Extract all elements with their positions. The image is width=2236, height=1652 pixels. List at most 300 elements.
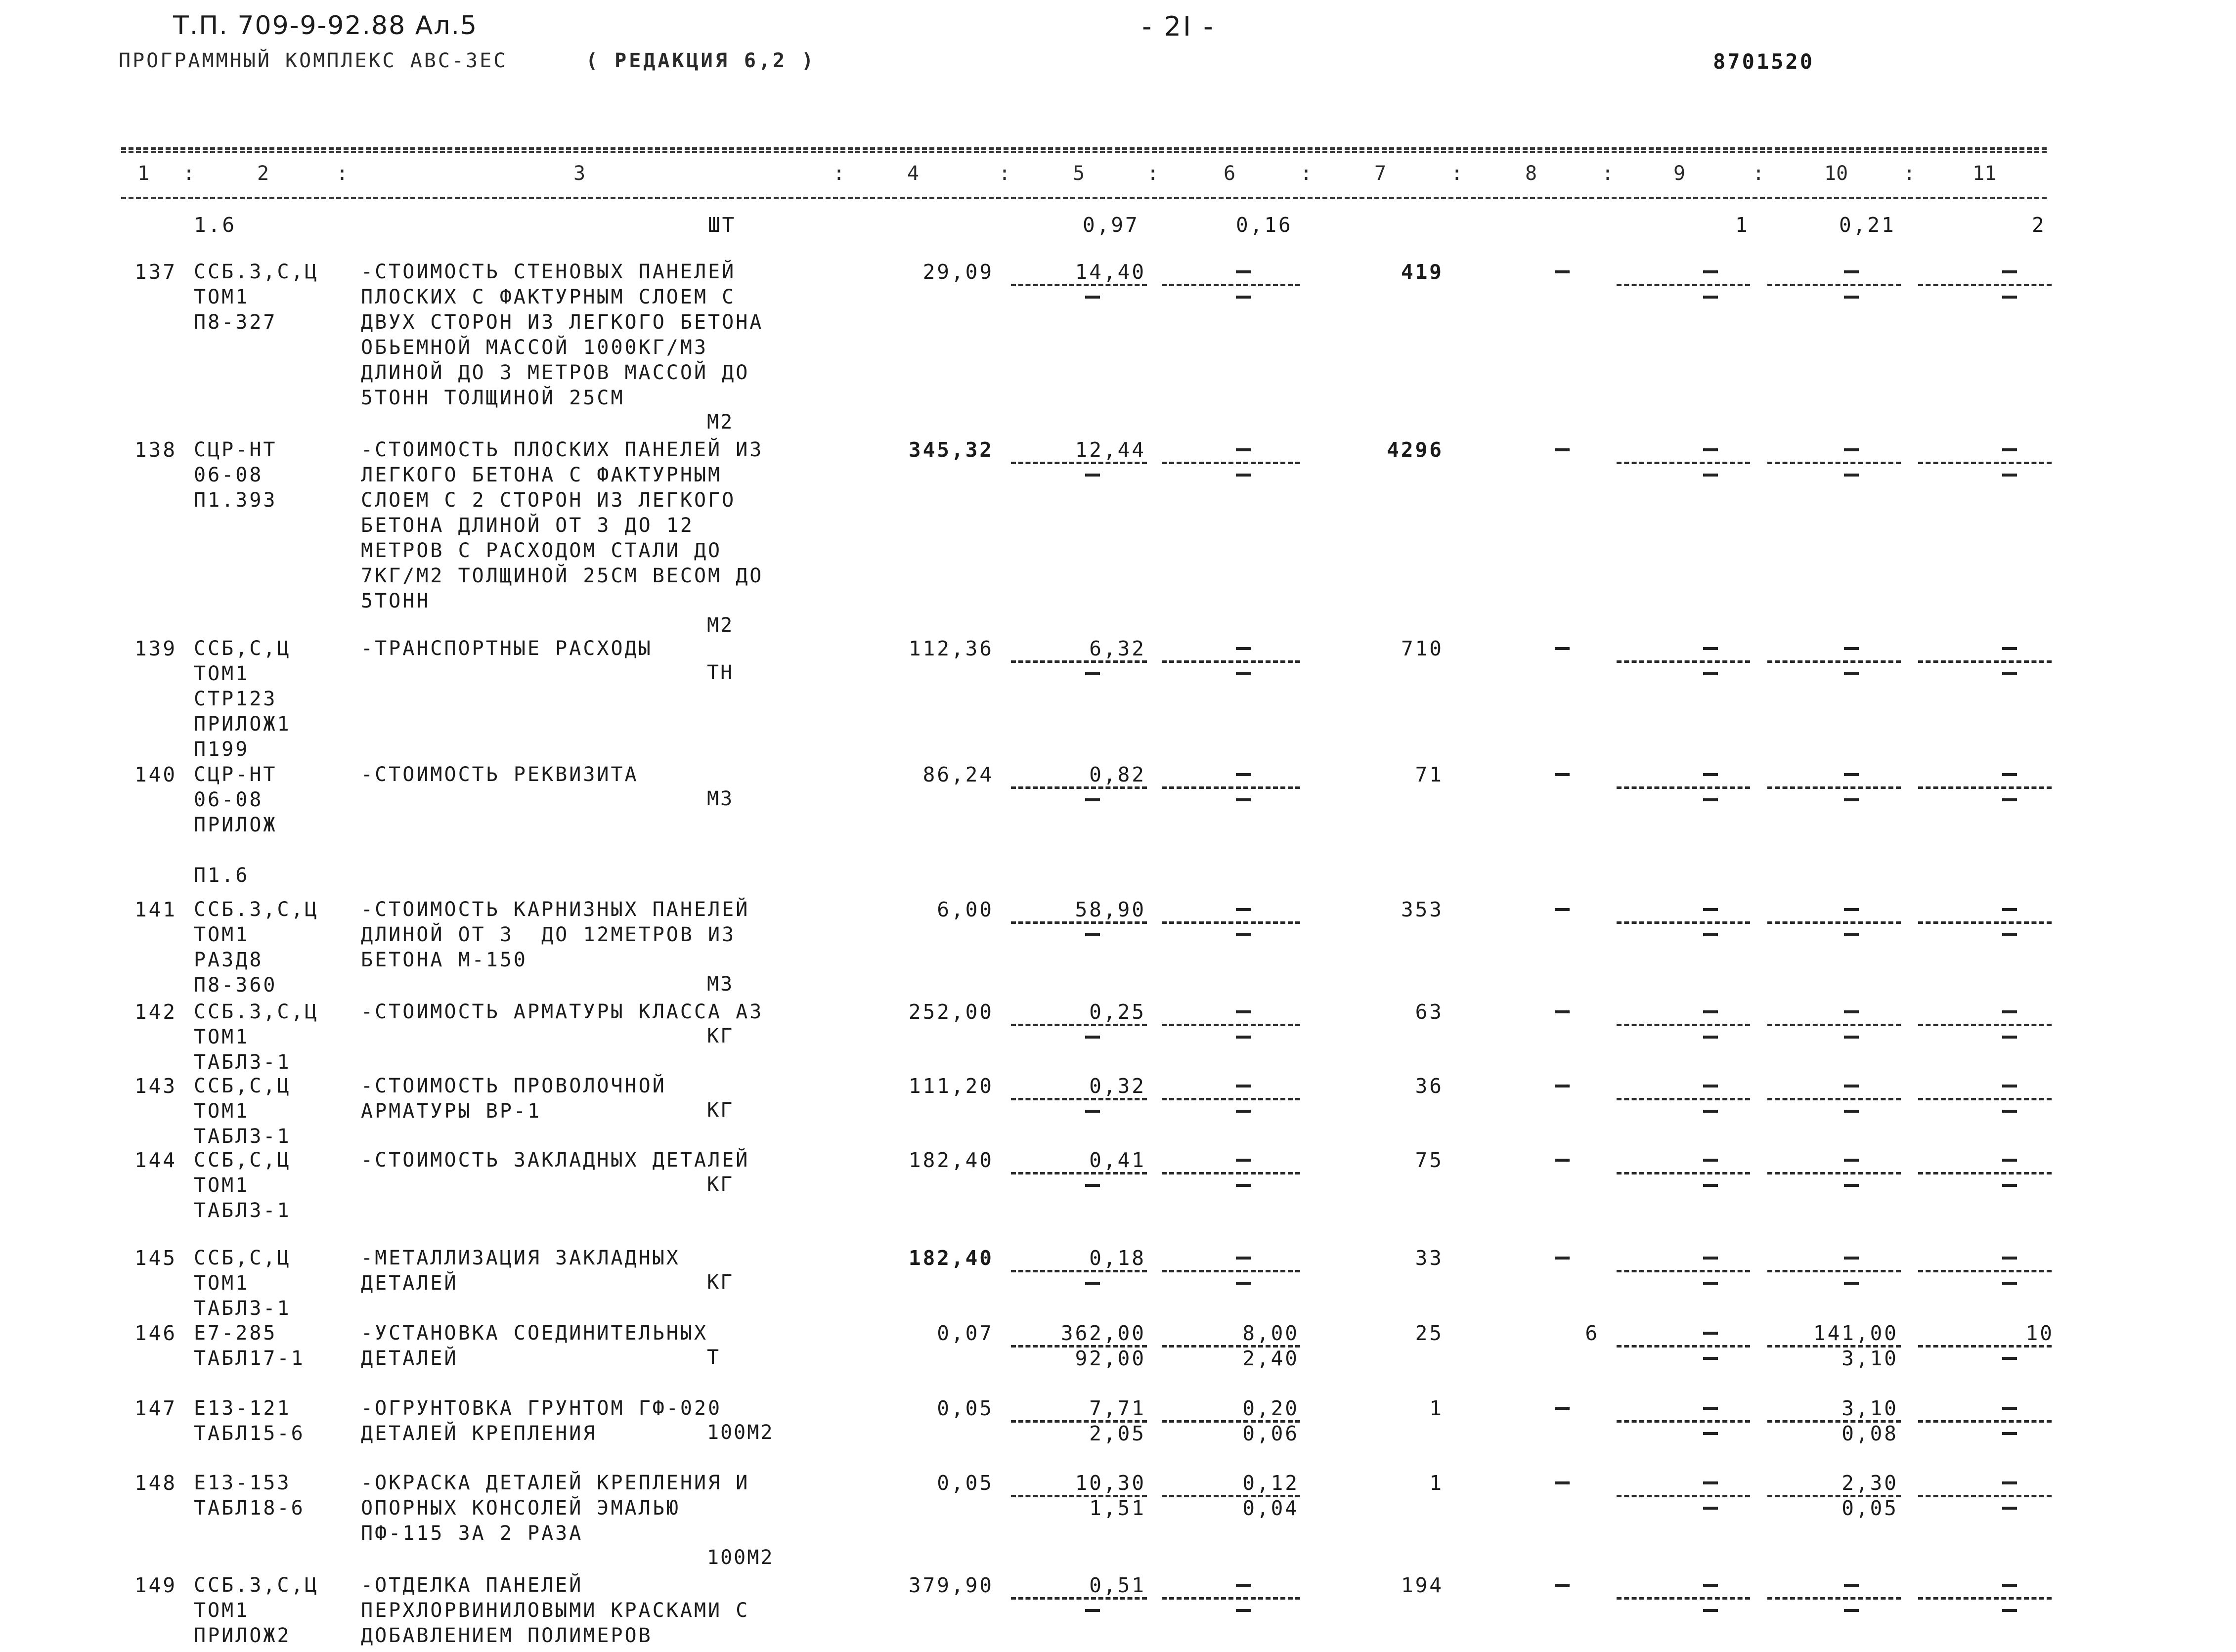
- entry-number: 143: [134, 1074, 177, 1098]
- entry-column-10-secondary-dash: [1844, 1609, 1859, 1612]
- entry-column-8: 6: [1585, 1321, 1599, 1345]
- entry-column-10-dash: [1844, 1257, 1859, 1260]
- entry-column-10-secondary-dash: [1844, 1184, 1859, 1187]
- entry-column-11-divider: [1918, 1098, 2052, 1100]
- entry-column-5-secondary: 2,05: [1089, 1422, 1146, 1445]
- entry-column-5-secondary-dash: [1085, 1609, 1100, 1612]
- entry-column-6-secondary-dash: [1236, 1036, 1251, 1039]
- program-name: ПРОГРАММНЫЙ КОМПЛЕКС АВС-ЗЕС: [119, 49, 508, 72]
- column-header-4: 4: [907, 162, 920, 185]
- entry-column-10-secondary: 0,08: [1841, 1422, 1898, 1445]
- entry-column-9-secondary-dash: [1703, 1432, 1718, 1435]
- entry-column-8-dash: [1555, 1085, 1570, 1087]
- entry-column-7: 75: [1415, 1148, 1444, 1172]
- entry-description-line: -МЕТАЛЛИЗАЦИЯ ЗАКЛАДНЫХ: [361, 1247, 680, 1269]
- entry-column-7: 63: [1415, 1000, 1444, 1024]
- entry-column-10-dash: [1844, 647, 1859, 650]
- entry-description-line: ОБЬЕМНОЙ МАССОЙ 1000КГ/М3: [361, 336, 708, 359]
- entry-reference-code: ТАБЛ3-1: [194, 1125, 291, 1148]
- entry-column-9-secondary-dash: [1703, 1036, 1718, 1039]
- column-header-8: 8: [1525, 162, 1537, 185]
- entry-column-9-divider: [1617, 1345, 1750, 1348]
- entry-column-5-secondary-dash: [1085, 672, 1100, 675]
- entry-reference-code: П199: [194, 738, 250, 761]
- entry-reference-code: П8-327: [194, 311, 277, 334]
- entry-column-6-divider: [1162, 1270, 1300, 1272]
- entry-column-10-dash: [1844, 1159, 1859, 1162]
- entry-column-5-divider: [1011, 284, 1147, 286]
- entry-reference-code: ТОМ1: [194, 1100, 250, 1123]
- entry-number: 146: [134, 1321, 177, 1345]
- entry-unit: КГ: [707, 1099, 734, 1122]
- entry-column-9-divider: [1617, 1024, 1750, 1026]
- entry-column-10-secondary-dash: [1844, 1036, 1859, 1039]
- entry-reference-code: ТАБЛ3-1: [194, 1199, 291, 1222]
- entry-column-5-divider: [1011, 1172, 1147, 1174]
- entry-description-line: ДЕТАЛЕЙ: [361, 1347, 458, 1370]
- entry-column-9-dash: [1703, 1332, 1718, 1335]
- entry-column-7: 33: [1415, 1246, 1444, 1270]
- entry-column-5-secondary-dash: [1085, 1282, 1100, 1285]
- entry-description-line: ОПОРНЫХ КОНСОЛЕЙ ЭМАЛЬЮ: [361, 1497, 680, 1520]
- entry-column-10-secondary-dash: [1844, 798, 1859, 801]
- column-separator: :: [183, 162, 195, 185]
- entry-column-6-secondary-dash: [1236, 1184, 1251, 1187]
- entry-number: 142: [134, 1000, 177, 1024]
- entry-number: 141: [134, 898, 177, 921]
- entry-column-6-divider: [1162, 1597, 1300, 1600]
- entry-column-4: 0,07: [937, 1321, 994, 1345]
- entry-column-9-secondary-dash: [1703, 1282, 1718, 1285]
- entry-reference-code: ТАБЛ3-1: [194, 1051, 291, 1074]
- entry-reference-code: П8-360: [194, 974, 277, 997]
- entry-column-10-secondary-dash: [1844, 1110, 1859, 1113]
- entry-column-4: 182,40: [908, 1148, 994, 1172]
- entry-number: 145: [134, 1246, 177, 1270]
- entry-column-9-divider: [1617, 462, 1750, 464]
- entry-reference-code: ССБ.3,С,Ц: [194, 898, 319, 921]
- entry-unit: КГ: [707, 1173, 734, 1196]
- entry-column-10-dash: [1844, 1010, 1859, 1013]
- entry-column-6-divider: [1162, 921, 1300, 924]
- entry-column-10-dash: [1844, 448, 1859, 451]
- entry-column-11-dash: [2002, 908, 2017, 911]
- entry-column-7: 1: [1429, 1396, 1444, 1420]
- entry-column-6-divider: [1162, 1098, 1300, 1100]
- entry-column-5: 0,32: [1089, 1074, 1146, 1098]
- entry-unit: 100М2: [707, 1546, 774, 1569]
- entry-column-5: 7,71: [1089, 1396, 1146, 1420]
- entry-column-5: 0,25: [1089, 1000, 1146, 1024]
- entry-column-11-dash: [2002, 1085, 2017, 1087]
- entry-column-9-divider: [1617, 1597, 1750, 1600]
- entry-column-9-secondary-dash: [1703, 933, 1718, 936]
- entry-column-8-dash: [1555, 1481, 1570, 1484]
- entry-column-9-divider: [1617, 1495, 1750, 1497]
- entry-column-5: 58,90: [1075, 898, 1146, 921]
- entry-column-4: 0,05: [937, 1471, 994, 1495]
- entry-column-8-dash: [1555, 448, 1570, 451]
- entry-number: 148: [134, 1471, 177, 1495]
- entry-column-10-divider: [1767, 1098, 1901, 1100]
- entry-column-10-dash: [1844, 1085, 1859, 1087]
- entry-reference-code: ССБ,С,Ц: [194, 1075, 291, 1097]
- entry-reference-code: П1.6: [194, 864, 250, 887]
- entry-description-line: -УСТАНОВКА СОЕДИНИТЕЛЬНЫХ: [361, 1322, 708, 1345]
- entry-reference-code: ТОМ1: [194, 1026, 250, 1048]
- entry-description-line: -ОТДЕЛКА ПАНЕЛЕЙ: [361, 1574, 583, 1597]
- entry-column-5-secondary-dash: [1085, 474, 1100, 477]
- entry-description-line: -ОКРАСКА ДЕТАЛЕЙ КРЕПЛЕНИЯ И: [361, 1472, 750, 1494]
- carry-c5: 0,97: [1083, 213, 1140, 237]
- entry-column-4: 252,00: [908, 1000, 994, 1024]
- entry-reference-code: 06-08: [194, 464, 263, 486]
- entry-column-9-divider: [1617, 1098, 1750, 1100]
- column-separator: :: [1753, 162, 1765, 185]
- entry-description-line: -ТРАНСПОРТНЫЕ РАСХОДЫ: [361, 637, 653, 660]
- column-separator: :: [1451, 162, 1463, 185]
- entry-column-8-dash: [1555, 270, 1570, 273]
- entry-reference-code: ТОМ1: [194, 286, 250, 308]
- entry-column-6-secondary: 0,06: [1242, 1422, 1299, 1445]
- entry-column-11-divider: [1918, 1495, 2052, 1497]
- entry-column-9-dash: [1703, 448, 1718, 451]
- entry-column-11-secondary-dash: [2002, 1357, 2017, 1360]
- entry-column-10-divider: [1767, 660, 1901, 663]
- entry-column-8-dash: [1555, 647, 1570, 650]
- entry-column-8-dash: [1555, 1407, 1570, 1410]
- entry-column-5-divider: [1011, 921, 1147, 924]
- entry-column-9-dash: [1703, 1257, 1718, 1260]
- entry-column-10-divider: [1767, 1024, 1901, 1026]
- entry-column-9-secondary-dash: [1703, 1507, 1718, 1510]
- entry-column-6-dash: [1236, 1159, 1251, 1162]
- entry-column-5-secondary: 1,51: [1089, 1496, 1146, 1520]
- header-rule-bottom: [121, 197, 2047, 199]
- entry-column-6-secondary: 2,40: [1242, 1347, 1299, 1370]
- entry-column-11-divider: [1918, 921, 2052, 924]
- entry-column-4: 0,05: [937, 1396, 994, 1420]
- entry-column-9-dash: [1703, 1481, 1718, 1484]
- entry-column-10-divider: [1767, 786, 1901, 789]
- entry-column-4: 86,24: [922, 763, 994, 786]
- entry-column-7: 71: [1415, 763, 1444, 786]
- entry-description-line: БЕТОНА М-150: [361, 949, 527, 971]
- column-header-2: 2: [257, 162, 269, 185]
- entry-reference-code: ТОМ1: [194, 662, 250, 685]
- entry-column-8-dash: [1555, 1159, 1570, 1162]
- entry-number: 144: [134, 1148, 177, 1172]
- entry-column-11: 10: [2025, 1321, 2054, 1345]
- entry-reference-code: СЦР-НТ: [194, 763, 277, 786]
- entry-number: 139: [134, 637, 177, 660]
- entry-column-6-divider: [1162, 284, 1300, 286]
- entry-column-9-dash: [1703, 1085, 1718, 1087]
- entry-number: 138: [134, 438, 177, 462]
- entry-column-9-secondary-dash: [1703, 1184, 1718, 1187]
- entry-unit: КГ: [707, 1271, 734, 1294]
- entry-reference-code: ТАБЛ17-1: [194, 1347, 305, 1370]
- entry-column-5-divider: [1011, 1597, 1147, 1600]
- entry-column-7: 353: [1401, 898, 1444, 921]
- entry-reference-code: РАЗД8: [194, 949, 263, 971]
- entry-reference-code: ТОМ1: [194, 1272, 250, 1295]
- entry-column-6-divider: [1162, 660, 1300, 663]
- entry-column-11-secondary-dash: [2002, 1609, 2017, 1612]
- entry-column-11-secondary-dash: [2002, 1282, 2017, 1285]
- entry-column-5: 12,44: [1075, 438, 1146, 462]
- entry-column-11-dash: [2002, 647, 2017, 650]
- entry-reference-code: ТОМ1: [194, 1599, 250, 1622]
- entry-column-6-dash: [1236, 647, 1251, 650]
- entry-column-11-divider: [1918, 1597, 2052, 1600]
- entry-column-9-secondary-dash: [1703, 798, 1718, 801]
- entry-column-7: 4296: [1387, 438, 1444, 462]
- entry-column-5: 0,41: [1089, 1148, 1146, 1172]
- entry-column-11-secondary-dash: [2002, 933, 2017, 936]
- entry-column-11-secondary-dash: [2002, 1036, 2017, 1039]
- entry-column-6-secondary-dash: [1236, 672, 1251, 675]
- header-rule-top-2: [121, 151, 2047, 153]
- entry-reference-code: ПРИЛОЖ1: [194, 713, 291, 736]
- entry-column-11-secondary-dash: [2002, 1432, 2017, 1435]
- entry-column-9-dash: [1703, 270, 1718, 273]
- entry-column-5: 10,30: [1075, 1471, 1146, 1495]
- entry-column-11-dash: [2002, 773, 2017, 776]
- entry-column-6-secondary-dash: [1236, 933, 1251, 936]
- entry-column-11-dash: [2002, 1010, 2017, 1013]
- entry-column-10-dash: [1844, 270, 1859, 273]
- entry-column-9-secondary-dash: [1703, 672, 1718, 675]
- entry-column-5-secondary-dash: [1085, 933, 1100, 936]
- entry-reference-code: ССБ.3,С,Ц: [194, 1574, 319, 1597]
- entry-description-line: -СТОИМОСТЬ ЗАКЛАДНЫХ ДЕТАЛЕЙ: [361, 1149, 750, 1172]
- entry-column-5: 14,40: [1075, 260, 1146, 284]
- entry-column-5-divider: [1011, 1024, 1147, 1026]
- entry-column-6-secondary: 0,04: [1242, 1496, 1299, 1520]
- entry-column-5-secondary-dash: [1085, 1110, 1100, 1113]
- entry-column-11-dash: [2002, 270, 2017, 273]
- entry-description-line: -СТОИМОСТЬ ПЛОСКИХ ПАНЕЛЕЙ ИЗ: [361, 438, 764, 461]
- entry-description-line: -ОГРУНТОВКА ГРУНТОМ ГФ-020: [361, 1397, 722, 1420]
- entry-column-4: 182,40: [908, 1246, 994, 1270]
- document-number: 8701520: [1713, 49, 1815, 74]
- entry-column-11-dash: [2002, 448, 2017, 451]
- entry-reference-code: ТОМ1: [194, 923, 250, 946]
- entry-column-7: 194: [1401, 1573, 1444, 1597]
- entry-column-8-dash: [1555, 773, 1570, 776]
- column-separator: :: [1147, 162, 1159, 185]
- entry-description-line: АРМАТУРЫ ВР-1: [361, 1100, 542, 1123]
- entry-column-10: 2,30: [1841, 1471, 1898, 1495]
- entry-column-10-secondary-dash: [1844, 672, 1859, 675]
- entry-description-line: БЕТОНА ДЛИНОЙ ОТ 3 ДО 12: [361, 514, 694, 537]
- entry-column-6-dash: [1236, 908, 1251, 911]
- column-separator: :: [336, 162, 349, 185]
- entry-column-11-divider: [1918, 660, 2052, 663]
- entry-column-9-divider: [1617, 1420, 1750, 1423]
- entry-column-5: 0,82: [1089, 763, 1146, 786]
- entry-column-9-divider: [1617, 1172, 1750, 1174]
- entry-column-11-divider: [1918, 284, 2052, 286]
- entry-column-7: 710: [1401, 637, 1444, 660]
- entry-description-line: СЛОЕМ С 2 СТОРОН ИЗ ЛЕГКОГО: [361, 489, 736, 512]
- document-title: Т.П. 709-9-92.88 Ал.5: [173, 11, 478, 41]
- entry-column-11-secondary-dash: [2002, 296, 2017, 299]
- entry-column-10: 3,10: [1841, 1396, 1898, 1420]
- carry-c6: 0,16: [1236, 213, 1293, 237]
- entry-description-line: -СТОИМОСТЬ РЕКВИЗИТА: [361, 763, 639, 786]
- entry-description-line: -СТОИМОСТЬ ПРОВОЛОЧНОЙ: [361, 1075, 666, 1097]
- entry-description-line: 5ТОНН ТОЛЩИНОЙ 25СМ: [361, 387, 625, 409]
- entry-column-9-dash: [1703, 1407, 1718, 1410]
- entry-unit: 100М2: [707, 1421, 774, 1444]
- entry-column-11-dash: [2002, 1481, 2017, 1484]
- entry-reference-code: ПРИЛОЖ2: [194, 1624, 291, 1647]
- entry-description-line: ПЛОСКИХ С ФАКТУРНЫМ СЛОЕМ С: [361, 286, 736, 308]
- entry-column-10-divider: [1767, 1172, 1901, 1174]
- entry-column-10-divider: [1767, 1597, 1901, 1600]
- entry-column-5-secondary: 92,00: [1075, 1347, 1146, 1370]
- entry-column-6: 0,12: [1242, 1471, 1299, 1495]
- column-separator: :: [999, 162, 1011, 185]
- carry-code: 1.6: [194, 213, 237, 237]
- entry-column-5: 0,51: [1089, 1573, 1146, 1597]
- entry-reference-code: Е13-121: [194, 1397, 291, 1420]
- entry-column-9-divider: [1617, 786, 1750, 789]
- entry-column-6-secondary-dash: [1236, 1609, 1251, 1612]
- entry-column-5-divider: [1011, 660, 1147, 663]
- entry-column-6-dash: [1236, 1584, 1251, 1587]
- entry-number: 140: [134, 763, 177, 786]
- entry-column-11-divider: [1918, 1172, 2052, 1174]
- entry-unit: Т: [707, 1346, 721, 1369]
- carry-c11: 2: [2032, 213, 2046, 237]
- entry-column-10-secondary: 0,05: [1841, 1496, 1898, 1520]
- entry-column-6-dash: [1236, 1085, 1251, 1087]
- column-separator: :: [1903, 162, 1916, 185]
- entry-description-line: ДЕТАЛЕЙ: [361, 1272, 458, 1295]
- entry-column-6-divider: [1162, 462, 1300, 464]
- entry-reference-code: Е7-285: [194, 1322, 277, 1345]
- carry-unit: ШТ: [708, 213, 737, 237]
- column-separator: :: [1602, 162, 1614, 185]
- entry-column-8-dash: [1555, 1010, 1570, 1013]
- entry-column-6-secondary-dash: [1236, 1282, 1251, 1285]
- carry-c10: 0,21: [1839, 213, 1896, 237]
- column-header-11: 11: [1973, 162, 1997, 185]
- column-header-7: 7: [1374, 162, 1387, 185]
- entry-column-9-secondary-dash: [1703, 1357, 1718, 1360]
- entry-column-11-dash: [2002, 1257, 2017, 1260]
- entry-column-10: 141,00: [1813, 1321, 1898, 1345]
- entry-column-9-dash: [1703, 1010, 1718, 1013]
- entry-description-line: ДЛИНОЙ ОТ 3 ДО 12МЕТРОВ ИЗ: [361, 923, 736, 946]
- entry-unit: М3: [707, 973, 734, 996]
- entry-column-6-secondary-dash: [1236, 798, 1251, 801]
- column-separator: :: [833, 162, 845, 185]
- entry-column-6-divider: [1162, 1172, 1300, 1174]
- entry-column-11-divider: [1918, 1024, 2052, 1026]
- entry-column-9-dash: [1703, 773, 1718, 776]
- entry-column-10-secondary-dash: [1844, 933, 1859, 936]
- entry-column-10-secondary-dash: [1844, 474, 1859, 477]
- entry-column-7: 1: [1429, 1471, 1444, 1495]
- entry-description-line: МЕТРОВ С РАСХОДОМ СТАЛИ ДО: [361, 539, 722, 562]
- entry-reference-code: ТОМ1: [194, 1174, 250, 1197]
- entry-column-9-secondary-dash: [1703, 296, 1718, 299]
- entry-column-11-secondary-dash: [2002, 1507, 2017, 1510]
- entry-reference-code: ТАБЛ3-1: [194, 1297, 291, 1320]
- entry-description-line: 7КГ/М2 ТОЛЩИНОЙ 25СМ ВЕСОМ ДО: [361, 565, 764, 587]
- entry-column-10-secondary: 3,10: [1841, 1347, 1898, 1370]
- entry-description-line: ПЕРХЛОРВИНИЛОВЫМИ КРАСКАМИ С: [361, 1599, 750, 1622]
- entry-description-line: ПФ-115 ЗА 2 РАЗА: [361, 1522, 583, 1545]
- column-separator: :: [1300, 162, 1313, 185]
- entry-column-5-divider: [1011, 462, 1147, 464]
- entry-column-5: 6,32: [1089, 637, 1146, 660]
- entry-reference-code: СТР123: [194, 688, 277, 710]
- entry-column-9-divider: [1617, 660, 1750, 663]
- entry-column-9-secondary-dash: [1703, 1609, 1718, 1612]
- entry-column-10-divider: [1767, 1270, 1901, 1272]
- entry-column-5: 362,00: [1060, 1321, 1146, 1345]
- entry-column-10-secondary-dash: [1844, 296, 1859, 299]
- entry-reference-code: ССБ,С,Ц: [194, 1247, 291, 1269]
- entry-column-8-dash: [1555, 1584, 1570, 1587]
- entry-column-10-dash: [1844, 773, 1859, 776]
- entry-column-10-divider: [1767, 921, 1901, 924]
- entry-column-11-divider: [1918, 1345, 2052, 1348]
- entry-column-4: 112,36: [908, 637, 994, 660]
- entry-column-6: 0,20: [1242, 1396, 1299, 1420]
- entry-column-5-divider: [1011, 1270, 1147, 1272]
- column-header-9: 9: [1673, 162, 1686, 185]
- entry-unit: М2: [707, 614, 734, 637]
- entry-column-6-dash: [1236, 1010, 1251, 1013]
- entry-column-5-secondary-dash: [1085, 1184, 1100, 1187]
- entry-column-9-secondary-dash: [1703, 1110, 1718, 1113]
- entry-column-11-divider: [1918, 1270, 2052, 1272]
- entry-reference-code: ТАБЛ15-6: [194, 1422, 305, 1445]
- column-header-1: 1: [137, 162, 150, 185]
- entry-description-line: -СТОИМОСТЬ КАРНИЗНЫХ ПАНЕЛЕЙ: [361, 898, 750, 921]
- entry-column-5-secondary-dash: [1085, 296, 1100, 299]
- entry-column-6-divider: [1162, 786, 1300, 789]
- entry-column-9-divider: [1617, 1270, 1750, 1272]
- entry-description-line: ДЕТАЛЕЙ КРЕПЛЕНИЯ: [361, 1422, 597, 1445]
- entry-column-11-dash: [2002, 1584, 2017, 1587]
- entry-column-10-divider: [1767, 284, 1901, 286]
- entry-column-7: 419: [1401, 260, 1444, 284]
- entry-reference-code: ССБ.3,С,Ц: [194, 1000, 319, 1023]
- entry-column-6-dash: [1236, 448, 1251, 451]
- entry-description-line: ДВУХ СТОРОН ИЗ ЛЕГКОГО БЕТОНА: [361, 311, 764, 334]
- entry-column-11-dash: [2002, 1407, 2017, 1410]
- entry-number: 147: [134, 1396, 177, 1420]
- entry-column-8-dash: [1555, 908, 1570, 911]
- entry-column-4: 345,32: [908, 438, 994, 462]
- entry-column-6: 8,00: [1242, 1321, 1299, 1345]
- entry-column-5-divider: [1011, 1098, 1147, 1100]
- entry-column-4: 6,00: [937, 898, 994, 921]
- column-header-3: 3: [573, 162, 586, 185]
- entry-reference-code: ТАБЛ18-6: [194, 1497, 305, 1520]
- entry-column-9-dash: [1703, 1584, 1718, 1587]
- entry-column-4: 29,09: [922, 260, 994, 284]
- entry-column-6-divider: [1162, 1024, 1300, 1026]
- entry-column-5-divider: [1011, 786, 1147, 789]
